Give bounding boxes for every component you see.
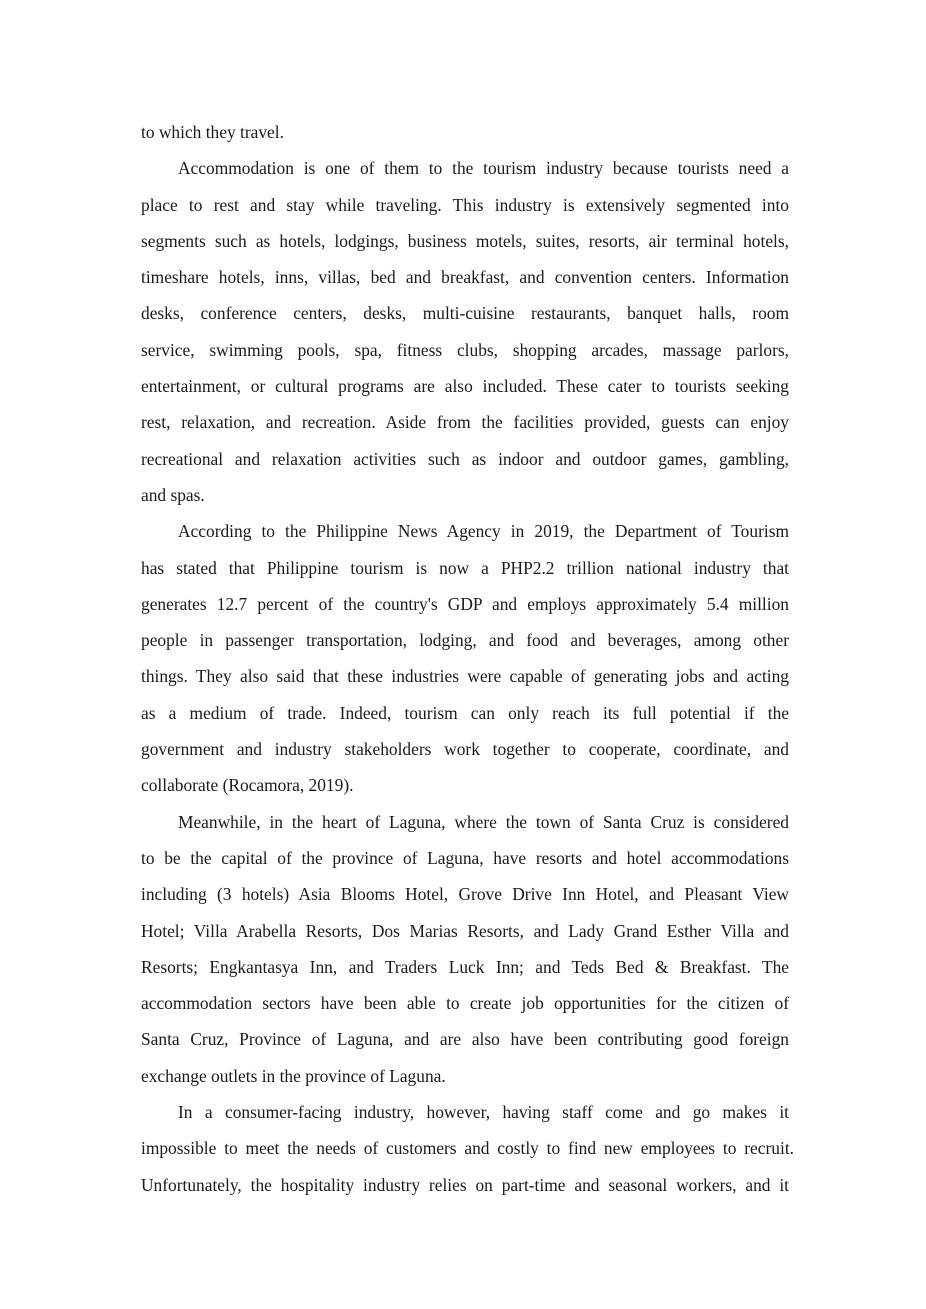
text-line: place to rest and stay while traveling. This industry is extensively segmented into	[141, 194, 789, 215]
text-line: Resorts; Engkantasya Inn, and Traders Luck Inn; and Teds Bed & Breakfast. The	[141, 956, 789, 977]
paragraph-philippine-news-agency	[141, 518, 789, 808]
text-line: people in passenger transportation, lodging, and food and beverages, among other	[141, 630, 789, 651]
text-line: Santa Cruz, Province of Laguna, and are also have been contributing good foreign	[141, 1029, 789, 1050]
text-line: timeshare hotels, inns, villas, bed and breakfast, and convention centers. Information	[141, 267, 789, 288]
text-line: In a consumer-facing industry, however, having staff come and go makes it	[178, 1102, 789, 1123]
text-line: Hotel; Villa Arabella Resorts, Dos Marias Resorts, and Lady Grand Esther Villa and	[141, 920, 789, 941]
text-line: entertainment, or cultural programs are also included. These cater to tourists seeking	[141, 376, 789, 397]
paragraph-laguna	[141, 809, 789, 1099]
text-line: and spas.	[141, 484, 205, 505]
text-line: as a medium of trade. Indeed, tourism can only reach its full potential if the	[141, 702, 789, 723]
text-line: Meanwhile, in the heart of Laguna, where the town of Santa Cruz is considered	[178, 811, 789, 832]
text-line: service, swimming pools, spa, fitness clubs, shopping arcades, massage parlors,	[141, 339, 789, 360]
text-line: things. They also said that these industries were capable of generating jobs and acting	[141, 666, 789, 687]
text-line: has stated that Philippine tourism is now a PHP2.2 trillion national industry that	[141, 557, 789, 578]
document-page	[141, 119, 794, 1208]
text-line: collaborate (Rocamora, 2019).	[141, 775, 354, 796]
text-line: recreational and relaxation activities such as indoor and outdoor games, gambling,	[141, 448, 789, 469]
text-line: exchange outlets in the province of Laguna.	[141, 1065, 446, 1086]
text-line: to be the capital of the province of Laguna, have resorts and hotel accommodations	[141, 847, 789, 868]
text-line: Accommodation is one of them to the tourism industry because tourists need a	[178, 158, 789, 179]
paragraph-consumer-facing	[141, 1099, 794, 1208]
text-line: desks, conference centers, desks, multi-cuisine restaurants, banquet halls, room	[141, 303, 789, 324]
paragraph-continuation	[141, 119, 789, 155]
text-line: government and industry stakeholders work together to cooperate, coordinate, and	[141, 739, 789, 760]
text-line: According to the Philippine News Agency in 2019, the Department of Tourism	[178, 521, 789, 542]
paragraph-accommodation	[141, 155, 789, 518]
text-line: accommodation sectors have been able to create job opportunities for the citizen of	[141, 993, 789, 1014]
text-line: to which they travel.	[141, 122, 284, 142]
text-line: generates 12.7 percent of the country's GDP and employs approximately 5.4 million	[141, 593, 789, 614]
text-line: including (3 hotels) Asia Blooms Hotel, Grove Drive Inn Hotel, and Pleasant View	[141, 884, 789, 905]
text-line: segments such as hotels, lodgings, business motels, suites, resorts, air terminal hotels,	[141, 230, 789, 251]
text-line: rest, relaxation, and recreation. Aside from the facilities provided, guests can enjoy	[141, 412, 789, 433]
text-line: impossible to meet the needs of customers and costly to find new employees to recruit.	[141, 1138, 794, 1159]
text-line: Unfortunately, the hospitality industry relies on part-time and seasonal workers, and it	[141, 1174, 789, 1195]
